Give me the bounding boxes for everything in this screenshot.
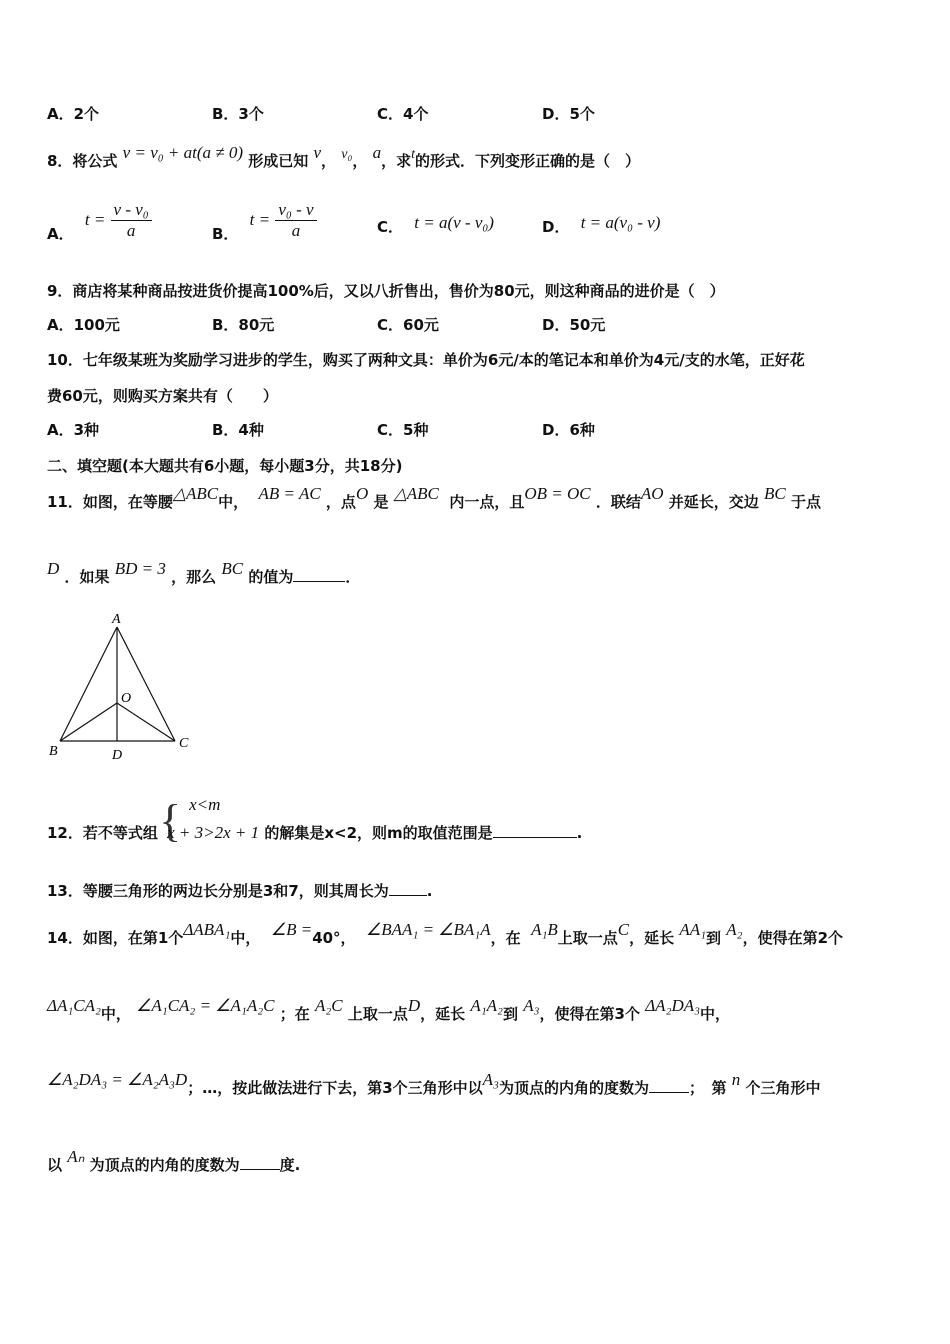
q7-option-c: C．4个 xyxy=(377,105,429,123)
q14-text: 以 xyxy=(47,1156,63,1174)
option-lhs: t = xyxy=(84,210,106,229)
q14-math: A₃ xyxy=(523,996,540,1015)
q11-text: 于点 xyxy=(790,493,821,511)
q14-math: ∠BAA₁ = ∠BA₁A xyxy=(366,920,491,939)
q14-math: n xyxy=(731,1070,741,1089)
q14-stem-line4 xyxy=(47,1147,301,1175)
q10-option-d: D．6种 xyxy=(542,421,595,439)
edge-ab xyxy=(60,627,117,741)
q14-math: A₁B xyxy=(531,920,558,939)
q11-text: 11．如图，在等腰 xyxy=(47,493,173,511)
q8-var-v0: v₀ xyxy=(341,147,353,162)
q14-text: 个三角形中 xyxy=(745,1079,821,1097)
denominator: a xyxy=(126,221,136,240)
q9-option-a: A．100元 xyxy=(47,316,120,334)
q8-stem: 8．将公式 v = v₀ + at(a ≠ 0) 形成已知 v， v₀， a，求t的形式．下列变形正确的是（ ） xyxy=(47,143,641,170)
q10-stem-line2: 费60元，则购买方案共有（ ） xyxy=(47,387,278,405)
q11-math: BC xyxy=(764,484,786,503)
q8-option-c xyxy=(377,212,494,236)
q14-math: ∠A₂DA₃ = ∠A₂A₃D xyxy=(47,1070,188,1089)
q14-text: ，延长 xyxy=(420,1005,466,1023)
q14-text: ； 第 xyxy=(688,1079,727,1097)
inequality-2: x + 3>2x + 1 xyxy=(167,822,260,842)
inequality-system xyxy=(159,794,260,846)
q11-text: 的值为 xyxy=(248,568,294,586)
fraction xyxy=(275,200,316,241)
segment-ob xyxy=(60,703,117,741)
q8-number: 8．将公式 xyxy=(47,152,118,170)
q12-stem xyxy=(47,794,583,846)
option-lhs: t = xyxy=(249,210,271,229)
label-b: B xyxy=(49,744,58,759)
q14-text: ；在 xyxy=(279,1005,310,1023)
q8-text-2: ，求 xyxy=(381,152,412,170)
answer-blank[interactable] xyxy=(293,567,345,582)
q9-option-c: C．60元 xyxy=(377,316,439,334)
q9-option-b: B．80元 xyxy=(212,316,275,334)
q14-stem-line1 xyxy=(47,920,844,948)
segment-oc xyxy=(117,703,175,741)
q7-option-d: D．5个 xyxy=(542,105,595,123)
q11-math: AO xyxy=(640,484,664,503)
q8-var-v: v xyxy=(313,143,322,162)
q11-text: 内一点，且 xyxy=(449,493,525,511)
q11-math: BD = 3 xyxy=(114,559,166,578)
q11-text: ，那么 xyxy=(171,568,217,586)
q9-option-d: D．50元 xyxy=(542,316,606,334)
q14-text: ，使得在第3个 xyxy=(539,1005,640,1023)
q8-formula: v = v₀ + at(a ≠ 0) xyxy=(122,143,243,162)
q14-text: 中， xyxy=(230,929,261,947)
q9-stem: 9．商店将某种商品按进货价提高100%后，又以八折售出，售价为80元，则这种商品的进价是（ ） xyxy=(47,282,725,300)
q7-option-a: A．2个 xyxy=(47,105,100,123)
q8-option-b xyxy=(212,200,317,241)
option-expr: t = a(v₀ - v) xyxy=(580,213,661,232)
q14-text: ，延长 xyxy=(629,929,675,947)
q14-text: 40°， xyxy=(312,929,356,947)
q8-var-a: a xyxy=(372,143,382,162)
q14-math: A₂ xyxy=(726,920,743,939)
q11-math: OB = OC xyxy=(524,484,591,503)
q14-text: 为顶点的内角的度数为 xyxy=(89,1156,240,1174)
q14-text: ，使得在第2个 xyxy=(742,929,844,947)
option-expr: t = a(v - v₀) xyxy=(414,213,494,232)
q14-text: 上取一点 xyxy=(347,1005,408,1023)
brace-icon: { xyxy=(159,794,182,846)
q13-stem xyxy=(47,880,432,901)
q8-text-end: 的形式．下列变形正确的是（ ） xyxy=(415,152,641,170)
q8-text: 形成已知 xyxy=(248,152,309,170)
numerator: v - v₀ xyxy=(111,200,152,221)
q14-stem-line2 xyxy=(47,996,731,1024)
q11-stem-line2 xyxy=(47,559,361,587)
q11-text: ，点 xyxy=(325,493,356,511)
q13-text: . xyxy=(426,882,433,900)
q11-text: ．联结 xyxy=(595,493,641,511)
q14-text: ；…，按此做法进行下去，第3个三角形中以 xyxy=(187,1079,483,1097)
q14-text: 到 xyxy=(502,1005,518,1023)
q11-text: 中， xyxy=(218,493,249,511)
q11-math: △ABC xyxy=(393,484,439,503)
numerator: v₀ - v xyxy=(275,200,316,221)
q14-text: ，在 xyxy=(490,929,521,947)
q11-text: ． xyxy=(345,568,361,586)
q8-option-d xyxy=(542,212,661,236)
q12-text: 12．若不等式组 xyxy=(47,824,158,842)
q14-math: ΔA₁CA₂ xyxy=(47,996,101,1015)
q14-math: A₃ xyxy=(482,1070,499,1089)
denominator: a xyxy=(291,221,301,240)
q10-stem-line1: 10．七年级某班为奖励学习进步的学生，购买了两种文具：单价为6元/本的笔记本和单价为4元/支的水笔，正好花 xyxy=(47,351,805,369)
q12-text: . xyxy=(576,824,583,842)
q14-math: A₂C xyxy=(314,996,343,1015)
fraction xyxy=(111,200,152,241)
q11-math: BC xyxy=(221,559,244,578)
inequality-1: x<m xyxy=(189,794,221,814)
q10-option-c: C．5种 xyxy=(377,421,429,439)
edge-ac xyxy=(117,627,175,741)
q14-math: D xyxy=(407,996,421,1015)
q8-var-t: t xyxy=(411,147,415,162)
q14-text: 14．如图，在第1个 xyxy=(47,929,184,947)
section-heading: 二、填空题(本大题共有6小题，每小题3分，共18分) xyxy=(47,457,403,475)
q14-math: Aₙ xyxy=(67,1147,85,1166)
q14-math: ∠A₁CA₂ = ∠A₁A₂C xyxy=(136,996,275,1015)
q11-math: D xyxy=(47,559,60,578)
option-letter: A． xyxy=(47,225,74,243)
triangle-figure xyxy=(40,605,210,765)
answer-blank[interactable] xyxy=(240,1155,280,1170)
q14-text: 为顶点的内角的度数为 xyxy=(498,1079,649,1097)
answer-blank[interactable] xyxy=(649,1078,689,1093)
q14-text: 度. xyxy=(279,1156,301,1174)
q10-option-b: B．4种 xyxy=(212,421,264,439)
q7-option-b: B．3个 xyxy=(212,105,264,123)
q14-math: AA₁ xyxy=(679,920,707,939)
label-a: A xyxy=(112,612,121,627)
q8-option-a xyxy=(47,200,152,241)
q11-math: O xyxy=(355,484,369,503)
label-c: C xyxy=(179,736,189,751)
q11-math: △ABC xyxy=(172,484,219,503)
option-letter: D． xyxy=(542,218,570,236)
q14-text: 上取一点 xyxy=(557,929,618,947)
q13-text: 13．等腰三角形的两边长分别是3和7，则其周长为 xyxy=(47,882,389,900)
q11-stem-line1 xyxy=(47,484,821,512)
q14-stem-line3 xyxy=(47,1070,821,1098)
q14-math: ∠B = xyxy=(270,920,313,939)
answer-blank[interactable] xyxy=(493,823,577,838)
q14-text: 中， xyxy=(700,1005,731,1023)
q11-math: AB = AC xyxy=(258,484,321,503)
q12-text: 的解集是x<2，则m的取值范围是 xyxy=(264,824,493,842)
q14-text: 中， xyxy=(100,1005,131,1023)
q10-option-a: A．3种 xyxy=(47,421,100,439)
q11-text: 并延长，交边 xyxy=(668,493,759,511)
q11-text: 是 xyxy=(373,493,389,511)
option-letter: B． xyxy=(212,225,239,243)
option-letter: C． xyxy=(377,218,404,236)
label-d: D xyxy=(112,748,123,763)
answer-blank[interactable] xyxy=(389,881,427,896)
q14-math: C xyxy=(617,920,630,939)
q14-text: 到 xyxy=(706,929,722,947)
q11-text: ．如果 xyxy=(64,568,110,586)
label-o: O xyxy=(121,691,132,706)
q14-math: ΔA₂DA₃ xyxy=(645,996,701,1015)
q14-math: A₁A₂ xyxy=(470,996,503,1015)
q14-math: ΔABA₁ xyxy=(183,920,231,939)
